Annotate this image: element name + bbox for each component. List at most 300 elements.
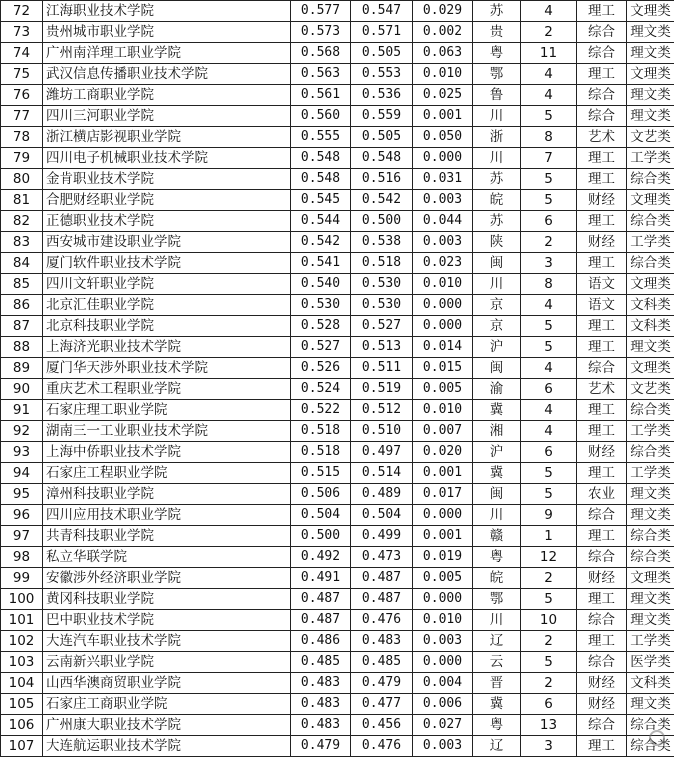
rank-cell: 102: [1, 631, 43, 652]
score-total-cell: 0.545: [291, 190, 351, 211]
type-cell: 理工: [577, 253, 627, 274]
score-a-cell: 0.485: [351, 652, 413, 673]
score-a-cell: 0.505: [351, 127, 413, 148]
type-cell: 理工: [577, 64, 627, 85]
score-total-cell: 0.522: [291, 400, 351, 421]
score-a-cell: 0.456: [351, 715, 413, 736]
score-b-cell: 0.023: [413, 253, 473, 274]
score-a-cell: 0.542: [351, 190, 413, 211]
province-cell: 冀: [473, 400, 521, 421]
score-total-cell: 0.500: [291, 526, 351, 547]
school-name-cell: 漳州科技职业学院: [43, 484, 291, 505]
count-cell: 10: [521, 610, 577, 631]
count-cell: 4: [521, 358, 577, 379]
province-cell: 渝: [473, 379, 521, 400]
score-b-cell: 0.003: [413, 631, 473, 652]
province-cell: 鄂: [473, 64, 521, 85]
category-cell: 综合类: [627, 169, 674, 190]
school-name-cell: 西安城市建设职业学院: [43, 232, 291, 253]
category-cell: 综合类: [627, 442, 674, 463]
score-b-cell: 0.029: [413, 1, 473, 22]
table-row: [1, 274, 674, 295]
province-cell: 辽: [473, 631, 521, 652]
score-a-cell: 0.499: [351, 526, 413, 547]
table-body: [1, 1, 674, 757]
count-cell: 8: [521, 274, 577, 295]
score-b-cell: 0.020: [413, 442, 473, 463]
rank-cell: 97: [1, 526, 43, 547]
count-cell: 2: [521, 22, 577, 43]
table-row: [1, 421, 674, 442]
table-row: [1, 211, 674, 232]
category-cell: 理文类: [627, 106, 674, 127]
category-cell: 理文类: [627, 337, 674, 358]
rank-cell: 83: [1, 232, 43, 253]
rank-cell: 99: [1, 568, 43, 589]
province-cell: 闽: [473, 253, 521, 274]
count-cell: 5: [521, 316, 577, 337]
province-cell: 川: [473, 274, 521, 295]
type-cell: 综合: [577, 547, 627, 568]
count-cell: 5: [521, 652, 577, 673]
score-b-cell: 0.000: [413, 589, 473, 610]
table-row: [1, 694, 674, 715]
category-cell: 理文类: [627, 694, 674, 715]
category-cell: 理文类: [627, 484, 674, 505]
rank-cell: 92: [1, 421, 43, 442]
province-cell: 苏: [473, 1, 521, 22]
count-cell: 5: [521, 337, 577, 358]
score-a-cell: 0.536: [351, 85, 413, 106]
school-name-cell: 巴中职业技术学院: [43, 610, 291, 631]
rank-cell: 100: [1, 589, 43, 610]
table-row: [1, 169, 674, 190]
province-cell: 皖: [473, 190, 521, 211]
score-b-cell: 0.000: [413, 652, 473, 673]
type-cell: 财经: [577, 568, 627, 589]
school-name-cell: 北京科技职业学院: [43, 316, 291, 337]
school-name-cell: 四川应用技术职业学院: [43, 505, 291, 526]
table-row: [1, 148, 674, 169]
province-cell: 川: [473, 505, 521, 526]
count-cell: 2: [521, 568, 577, 589]
type-cell: 理工: [577, 400, 627, 421]
score-a-cell: 0.487: [351, 568, 413, 589]
category-cell: 理文类: [627, 589, 674, 610]
table-row: [1, 253, 674, 274]
province-cell: 粤: [473, 547, 521, 568]
rank-cell: 84: [1, 253, 43, 274]
count-cell: 4: [521, 64, 577, 85]
category-cell: 理文类: [627, 610, 674, 631]
school-name-cell: 私立华联学院: [43, 547, 291, 568]
table-row: [1, 400, 674, 421]
province-cell: 京: [473, 295, 521, 316]
rank-cell: 80: [1, 169, 43, 190]
count-cell: 6: [521, 442, 577, 463]
score-a-cell: 0.530: [351, 274, 413, 295]
category-cell: 文理类: [627, 190, 674, 211]
category-cell: 综合类: [627, 547, 674, 568]
score-total-cell: 0.542: [291, 232, 351, 253]
category-cell: 文科类: [627, 295, 674, 316]
school-name-cell: 武汉信息传播职业技术学院: [43, 64, 291, 85]
count-cell: 4: [521, 421, 577, 442]
province-cell: 沪: [473, 337, 521, 358]
rank-cell: 79: [1, 148, 43, 169]
type-cell: 理工: [577, 736, 627, 757]
table-row: [1, 337, 674, 358]
category-cell: 文理类: [627, 64, 674, 85]
table-row: [1, 64, 674, 85]
school-name-cell: 石家庄理工职业学院: [43, 400, 291, 421]
score-total-cell: 0.563: [291, 64, 351, 85]
count-cell: 2: [521, 631, 577, 652]
school-name-cell: 广州南洋理工职业学院: [43, 43, 291, 64]
category-cell: 文科类: [627, 673, 674, 694]
category-cell: 文艺类: [627, 379, 674, 400]
rank-cell: 81: [1, 190, 43, 211]
score-b-cell: 0.005: [413, 568, 473, 589]
type-cell: 综合: [577, 652, 627, 673]
score-a-cell: 0.530: [351, 295, 413, 316]
count-cell: 5: [521, 484, 577, 505]
rank-cell: 95: [1, 484, 43, 505]
rank-cell: 86: [1, 295, 43, 316]
type-cell: 理工: [577, 463, 627, 484]
score-total-cell: 0.486: [291, 631, 351, 652]
province-cell: 鲁: [473, 85, 521, 106]
table-row: [1, 316, 674, 337]
count-cell: 4: [521, 1, 577, 22]
score-a-cell: 0.476: [351, 610, 413, 631]
school-name-cell: 大连汽车职业技术学院: [43, 631, 291, 652]
score-b-cell: 0.027: [413, 715, 473, 736]
score-b-cell: 0.007: [413, 421, 473, 442]
score-total-cell: 0.527: [291, 337, 351, 358]
category-cell: 理文类: [627, 22, 674, 43]
score-b-cell: 0.003: [413, 736, 473, 757]
province-cell: 闽: [473, 484, 521, 505]
table-row: [1, 127, 674, 148]
score-a-cell: 0.547: [351, 1, 413, 22]
type-cell: 理工: [577, 337, 627, 358]
school-name-cell: 上海济光职业技术学院: [43, 337, 291, 358]
score-b-cell: 0.000: [413, 505, 473, 526]
score-total-cell: 0.504: [291, 505, 351, 526]
table-row: [1, 85, 674, 106]
type-cell: 综合: [577, 22, 627, 43]
province-cell: 皖: [473, 568, 521, 589]
category-cell: 文理类: [627, 568, 674, 589]
rank-cell: 104: [1, 673, 43, 694]
count-cell: 3: [521, 253, 577, 274]
count-cell: 5: [521, 190, 577, 211]
score-total-cell: 0.487: [291, 589, 351, 610]
score-a-cell: 0.559: [351, 106, 413, 127]
category-cell: 综合类: [627, 253, 674, 274]
score-a-cell: 0.514: [351, 463, 413, 484]
school-name-cell: 重庆艺术工程职业学院: [43, 379, 291, 400]
score-b-cell: 0.050: [413, 127, 473, 148]
category-cell: 文理类: [627, 1, 674, 22]
score-b-cell: 0.010: [413, 400, 473, 421]
rank-cell: 98: [1, 547, 43, 568]
school-name-cell: 云南新兴职业学院: [43, 652, 291, 673]
rank-cell: 78: [1, 127, 43, 148]
type-cell: 语文: [577, 295, 627, 316]
score-total-cell: 0.479: [291, 736, 351, 757]
school-name-cell: 正德职业技术学院: [43, 211, 291, 232]
table-row: [1, 295, 674, 316]
category-cell: 理文类: [627, 85, 674, 106]
table-row: [1, 1, 674, 22]
category-cell: 文艺类: [627, 127, 674, 148]
score-a-cell: 0.497: [351, 442, 413, 463]
rank-cell: 76: [1, 85, 43, 106]
score-a-cell: 0.479: [351, 673, 413, 694]
province-cell: 冀: [473, 694, 521, 715]
count-cell: 2: [521, 673, 577, 694]
score-total-cell: 0.548: [291, 169, 351, 190]
rank-cell: 96: [1, 505, 43, 526]
score-total-cell: 0.544: [291, 211, 351, 232]
score-b-cell: 0.005: [413, 379, 473, 400]
table-row: [1, 526, 674, 547]
school-name-cell: 潍坊工商职业学院: [43, 85, 291, 106]
school-name-cell: 黄冈科技职业学院: [43, 589, 291, 610]
table-row: [1, 631, 674, 652]
score-total-cell: 0.518: [291, 421, 351, 442]
score-b-cell: 0.000: [413, 148, 473, 169]
type-cell: 理工: [577, 148, 627, 169]
province-cell: 赣: [473, 526, 521, 547]
category-cell: 理文类: [627, 505, 674, 526]
score-a-cell: 0.473: [351, 547, 413, 568]
score-b-cell: 0.063: [413, 43, 473, 64]
province-cell: 浙: [473, 127, 521, 148]
school-name-cell: 石家庄工程职业学院: [43, 463, 291, 484]
type-cell: 综合: [577, 505, 627, 526]
school-name-cell: 合肥财经职业学院: [43, 190, 291, 211]
school-name-cell: 湖南三一工业职业技术学院: [43, 421, 291, 442]
score-total-cell: 0.506: [291, 484, 351, 505]
table-row: [1, 673, 674, 694]
count-cell: 7: [521, 148, 577, 169]
count-cell: 4: [521, 85, 577, 106]
rank-cell: 75: [1, 64, 43, 85]
count-cell: 6: [521, 211, 577, 232]
type-cell: 财经: [577, 694, 627, 715]
school-name-cell: 贵州城市职业学院: [43, 22, 291, 43]
category-cell: 医学类: [627, 652, 674, 673]
score-total-cell: 0.561: [291, 85, 351, 106]
table-row: [1, 232, 674, 253]
type-cell: 理工: [577, 211, 627, 232]
score-b-cell: 0.001: [413, 526, 473, 547]
rank-cell: 105: [1, 694, 43, 715]
category-cell: 文理类: [627, 358, 674, 379]
score-b-cell: 0.001: [413, 106, 473, 127]
province-cell: 粤: [473, 715, 521, 736]
rank-cell: 101: [1, 610, 43, 631]
rank-cell: 107: [1, 736, 43, 757]
school-name-cell: 江海职业技术学院: [43, 1, 291, 22]
score-a-cell: 0.571: [351, 22, 413, 43]
type-cell: 综合: [577, 85, 627, 106]
score-b-cell: 0.044: [413, 211, 473, 232]
score-b-cell: 0.000: [413, 295, 473, 316]
school-name-cell: 浙江横店影视职业学院: [43, 127, 291, 148]
score-total-cell: 0.526: [291, 358, 351, 379]
table-row: [1, 358, 674, 379]
category-cell: 综合类: [627, 211, 674, 232]
school-name-cell: 四川电子机械职业技术学院: [43, 148, 291, 169]
province-cell: 苏: [473, 211, 521, 232]
rank-cell: 74: [1, 43, 43, 64]
rank-cell: 73: [1, 22, 43, 43]
category-cell: 综合类: [627, 526, 674, 547]
score-total-cell: 0.577: [291, 1, 351, 22]
category-cell: 理文类: [627, 43, 674, 64]
type-cell: 综合: [577, 610, 627, 631]
category-cell: 综合类: [627, 400, 674, 421]
count-cell: 4: [521, 295, 577, 316]
score-a-cell: 0.489: [351, 484, 413, 505]
score-b-cell: 0.000: [413, 316, 473, 337]
rank-cell: 106: [1, 715, 43, 736]
category-cell: 综合类: [627, 736, 674, 757]
type-cell: 艺术: [577, 127, 627, 148]
count-cell: 9: [521, 505, 577, 526]
score-b-cell: 0.003: [413, 232, 473, 253]
province-cell: 鄂: [473, 589, 521, 610]
score-b-cell: 0.001: [413, 463, 473, 484]
table-row: [1, 484, 674, 505]
table-row: [1, 442, 674, 463]
rank-cell: 85: [1, 274, 43, 295]
type-cell: 财经: [577, 673, 627, 694]
table-row: [1, 715, 674, 736]
score-total-cell: 0.483: [291, 715, 351, 736]
rank-cell: 87: [1, 316, 43, 337]
province-cell: 苏: [473, 169, 521, 190]
score-total-cell: 0.485: [291, 652, 351, 673]
rank-cell: 91: [1, 400, 43, 421]
score-total-cell: 0.492: [291, 547, 351, 568]
rank-cell: 82: [1, 211, 43, 232]
score-b-cell: 0.015: [413, 358, 473, 379]
score-total-cell: 0.491: [291, 568, 351, 589]
score-a-cell: 0.505: [351, 43, 413, 64]
province-cell: 闽: [473, 358, 521, 379]
school-name-cell: 北京汇佳职业学院: [43, 295, 291, 316]
type-cell: 理工: [577, 316, 627, 337]
score-a-cell: 0.500: [351, 211, 413, 232]
type-cell: 财经: [577, 232, 627, 253]
score-total-cell: 0.524: [291, 379, 351, 400]
type-cell: 财经: [577, 442, 627, 463]
count-cell: 13: [521, 715, 577, 736]
score-a-cell: 0.487: [351, 589, 413, 610]
school-name-cell: 广州康大职业技术学院: [43, 715, 291, 736]
province-cell: 沪: [473, 442, 521, 463]
score-b-cell: 0.014: [413, 337, 473, 358]
table-row: [1, 463, 674, 484]
score-a-cell: 0.483: [351, 631, 413, 652]
score-a-cell: 0.518: [351, 253, 413, 274]
count-cell: 6: [521, 379, 577, 400]
score-total-cell: 0.541: [291, 253, 351, 274]
school-name-cell: 上海中侨职业技术学院: [43, 442, 291, 463]
score-a-cell: 0.504: [351, 505, 413, 526]
province-cell: 辽: [473, 736, 521, 757]
score-a-cell: 0.510: [351, 421, 413, 442]
school-name-cell: 山西华澳商贸职业学院: [43, 673, 291, 694]
type-cell: 综合: [577, 715, 627, 736]
province-cell: 冀: [473, 463, 521, 484]
table-row: [1, 43, 674, 64]
score-b-cell: 0.004: [413, 673, 473, 694]
table-row: [1, 652, 674, 673]
province-cell: 粤: [473, 43, 521, 64]
type-cell: 农业: [577, 484, 627, 505]
rank-cell: 103: [1, 652, 43, 673]
school-name-cell: 四川三河职业学院: [43, 106, 291, 127]
category-cell: 工学类: [627, 421, 674, 442]
type-cell: 综合: [577, 358, 627, 379]
table-row: [1, 190, 674, 211]
category-cell: 工学类: [627, 232, 674, 253]
score-total-cell: 0.573: [291, 22, 351, 43]
score-b-cell: 0.031: [413, 169, 473, 190]
type-cell: 理工: [577, 589, 627, 610]
score-a-cell: 0.476: [351, 736, 413, 757]
score-b-cell: 0.019: [413, 547, 473, 568]
category-cell: 文理类: [627, 274, 674, 295]
school-name-cell: 共青科技职业学院: [43, 526, 291, 547]
type-cell: 艺术: [577, 379, 627, 400]
score-a-cell: 0.538: [351, 232, 413, 253]
rank-cell: 72: [1, 1, 43, 22]
province-cell: 陕: [473, 232, 521, 253]
rank-cell: 89: [1, 358, 43, 379]
province-cell: 贵: [473, 22, 521, 43]
category-cell: 综合类: [627, 715, 674, 736]
score-b-cell: 0.025: [413, 85, 473, 106]
score-b-cell: 0.017: [413, 484, 473, 505]
rank-cell: 93: [1, 442, 43, 463]
table-row: [1, 568, 674, 589]
school-name-cell: 安徽涉外经济职业学院: [43, 568, 291, 589]
count-cell: 5: [521, 463, 577, 484]
score-total-cell: 0.518: [291, 442, 351, 463]
rank-cell: 94: [1, 463, 43, 484]
score-a-cell: 0.477: [351, 694, 413, 715]
rank-cell: 77: [1, 106, 43, 127]
count-cell: 1: [521, 526, 577, 547]
province-cell: 川: [473, 610, 521, 631]
score-a-cell: 0.519: [351, 379, 413, 400]
school-name-cell: 厦门软件职业技术学院: [43, 253, 291, 274]
count-cell: 3: [521, 736, 577, 757]
score-total-cell: 0.515: [291, 463, 351, 484]
score-total-cell: 0.548: [291, 148, 351, 169]
table-row: [1, 589, 674, 610]
type-cell: 理工: [577, 526, 627, 547]
count-cell: 6: [521, 694, 577, 715]
count-cell: 5: [521, 169, 577, 190]
